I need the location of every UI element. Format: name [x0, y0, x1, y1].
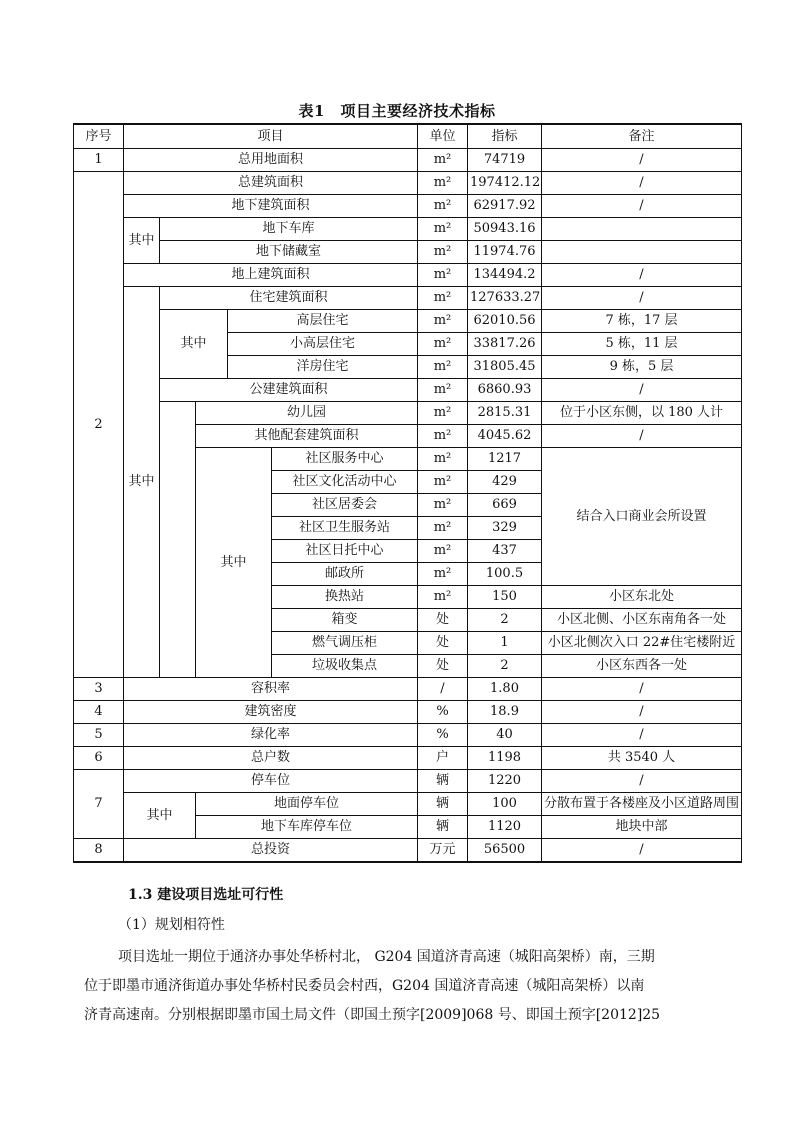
qizhong-label: 其中 [196, 448, 272, 678]
row-note: / [542, 701, 742, 724]
row-seq: 4 [74, 701, 124, 724]
header-value: 指标 [468, 124, 542, 149]
row-unit: m² [418, 241, 468, 264]
row-unit: 户 [418, 747, 468, 770]
row-value: 100.5 [468, 563, 542, 586]
row-note: 7 栋，17 层 [542, 310, 742, 333]
economic-indicators-table [73, 123, 742, 863]
row-note: 共 3540 人 [542, 747, 742, 770]
row-seq: 8 [74, 839, 124, 863]
table-row [74, 195, 742, 218]
row-value: 437 [468, 540, 542, 563]
row-item: 社区卫生服务站 [272, 517, 418, 540]
qizhong-label: 其中 [160, 310, 228, 379]
row-note [542, 218, 742, 241]
row-value: 1198 [468, 747, 542, 770]
row-unit: m² [418, 218, 468, 241]
row-unit: m² [418, 586, 468, 609]
row-value: 74719 [468, 149, 542, 172]
table-row [74, 379, 742, 402]
row-unit: m² [418, 310, 468, 333]
row-note: 小区东北处 [542, 586, 742, 609]
table-row [74, 747, 742, 770]
row-note: / [542, 770, 742, 793]
row-unit: 处 [418, 609, 468, 632]
row-unit: m² [418, 563, 468, 586]
section-heading: 1.3 建设项目选址可行性 [128, 887, 284, 903]
row-value: 4045.62 [468, 425, 542, 448]
row-value: 669 [468, 494, 542, 517]
row-note: / [542, 839, 742, 863]
row-seq: 1 [74, 149, 124, 172]
table-row [74, 402, 742, 425]
header-seq: 序号 [74, 124, 124, 149]
row-unit: 辆 [418, 816, 468, 839]
row-item: 幼儿园 [196, 402, 418, 425]
row-value: 429 [468, 471, 542, 494]
row-seq: 6 [74, 747, 124, 770]
row-note: 地块中部 [542, 816, 742, 839]
header-note: 备注 [542, 124, 742, 149]
row-unit: 处 [418, 632, 468, 655]
row-unit: m² [418, 540, 468, 563]
row-item: 其他配套建筑面积 [196, 425, 418, 448]
row-item: 停车位 [124, 770, 418, 793]
qizhong-label: 其中 [124, 218, 160, 264]
row-note: / [542, 724, 742, 747]
row-item: 社区文化活动中心 [272, 471, 418, 494]
row-note: 分散布置于各楼座及小区道路周围 [542, 793, 742, 816]
row-item: 社区日托中心 [272, 540, 418, 563]
body-paragraph [84, 943, 724, 1030]
row-note: / [542, 287, 742, 310]
row-unit: m² [418, 494, 468, 517]
row-unit: 辆 [418, 770, 468, 793]
row-value: 18.9 [468, 701, 542, 724]
row-unit: m² [418, 379, 468, 402]
header-item: 项目 [124, 124, 418, 149]
merged-note: 结合入口商业会所设置 [542, 448, 742, 586]
row-unit: m² [418, 195, 468, 218]
row-value: 2 [468, 609, 542, 632]
table-row [74, 701, 742, 724]
row-unit: m² [418, 471, 468, 494]
row-value: 150 [468, 586, 542, 609]
row-item: 高层住宅 [228, 310, 418, 333]
row-item: 地下车库停车位 [196, 816, 418, 839]
paragraph-line: 位于即墨市通济街道办事处华桥村民委员会村西，G204 国道济青高速（城阳高架桥）以南 [84, 978, 645, 994]
row-seq: 3 [74, 678, 124, 701]
row-unit: 处 [418, 655, 468, 678]
table-row [74, 149, 742, 172]
row-seq: 5 [74, 724, 124, 747]
row-unit: m² [418, 517, 468, 540]
row-note: 小区东西各一处 [542, 655, 742, 678]
row-unit: m² [418, 425, 468, 448]
row-unit: % [418, 724, 468, 747]
paragraph-line: 项目选址一期位于通济办事处华桥村北， G204 国道济青高速（城阳高架桥）南，三期 [118, 949, 655, 965]
row-note: 小区北侧次入口 22#住宅楼附近 [542, 632, 742, 655]
row-item: 总户数 [124, 747, 418, 770]
table-row [74, 172, 742, 195]
row-note: / [542, 425, 742, 448]
row-unit: m² [418, 172, 468, 195]
row-item: 地面停车位 [196, 793, 418, 816]
row-value: 62010.56 [468, 310, 542, 333]
row-unit: 万元 [418, 839, 468, 863]
row-value: 50943.16 [468, 218, 542, 241]
row-item: 总用地面积 [124, 149, 418, 172]
row-unit: 辆 [418, 793, 468, 816]
row-note: 位于小区东侧，以 180 人计 [542, 402, 742, 425]
row-item: 箱变 [272, 609, 418, 632]
qizhong-label: 其中 [124, 287, 160, 678]
row-value: 31805.45 [468, 356, 542, 379]
row-value: 127633.27 [468, 287, 542, 310]
row-item: 社区居委会 [272, 494, 418, 517]
table-row [74, 264, 742, 287]
row-item: 总投资 [124, 839, 418, 863]
row-item: 总建筑面积 [124, 172, 418, 195]
table-row [74, 839, 742, 863]
row-note: 5 栋，11 层 [542, 333, 742, 356]
blank-bracket-cell [160, 402, 196, 678]
row-value: 33817.26 [468, 333, 542, 356]
row-value: 197412.12 [468, 172, 542, 195]
row-value: 134494.2 [468, 264, 542, 287]
row-item: 燃气调压柜 [272, 632, 418, 655]
row-value: 100 [468, 793, 542, 816]
row-unit: m² [418, 149, 468, 172]
row-item: 容积率 [124, 678, 418, 701]
row-item: 地下建筑面积 [124, 195, 418, 218]
table-row [74, 218, 742, 241]
row-value: 2815.31 [468, 402, 542, 425]
table-row [74, 793, 742, 816]
row-unit: m² [418, 356, 468, 379]
row-item: 换热站 [272, 586, 418, 609]
row-value: 1 [468, 632, 542, 655]
table-row [74, 770, 742, 793]
row-item: 地上建筑面积 [124, 264, 418, 287]
row-unit: m² [418, 448, 468, 471]
row-note: / [542, 195, 742, 218]
row-note: 小区北侧、小区东南角各一处 [542, 609, 742, 632]
row-item: 绿化率 [124, 724, 418, 747]
row-item: 垃圾收集点 [272, 655, 418, 678]
row-value: 1217 [468, 448, 542, 471]
row-item: 邮政所 [272, 563, 418, 586]
row-value: 56500 [468, 839, 542, 863]
row-note: / [542, 264, 742, 287]
paragraph-line: 济青高速南。分别根据即墨市国土局文件（即国土预字[2009]068 号、即国土预字[2012]25 [84, 1007, 661, 1023]
table-row [74, 287, 742, 310]
row-item: 社区服务中心 [272, 448, 418, 471]
row-note: / [542, 678, 742, 701]
row-item: 地下车库 [160, 218, 418, 241]
row-unit: % [418, 701, 468, 724]
row-value: 329 [468, 517, 542, 540]
row-value: 1.80 [468, 678, 542, 701]
row-note: / [542, 149, 742, 172]
row-item: 建筑密度 [124, 701, 418, 724]
row-value: 6860.93 [468, 379, 542, 402]
row-value: 11974.76 [468, 241, 542, 264]
row-unit: m² [418, 264, 468, 287]
row-seq-merged: 7 [74, 770, 124, 839]
row-unit: / [418, 678, 468, 701]
table-row [74, 310, 742, 333]
row-item: 公建建筑面积 [160, 379, 418, 402]
row-unit: m² [418, 287, 468, 310]
row-item: 洋房住宅 [228, 356, 418, 379]
table-row [74, 678, 742, 701]
row-value: 1220 [468, 770, 542, 793]
row-item: 地下储藏室 [160, 241, 418, 264]
row-value: 62917.92 [468, 195, 542, 218]
row-note: 9 栋，5 层 [542, 356, 742, 379]
row-item: 住宅建筑面积 [160, 287, 418, 310]
row-value: 40 [468, 724, 542, 747]
row-note: / [542, 379, 742, 402]
sub-heading: （1）规划相符性 [118, 917, 225, 933]
row-unit: m² [418, 402, 468, 425]
table-caption: 表1 项目主要经济技术指标 [298, 102, 496, 120]
row-value: 1120 [468, 816, 542, 839]
row-value: 2 [468, 655, 542, 678]
table-header-row [74, 124, 742, 149]
qizhong-label: 其中 [124, 793, 196, 839]
header-unit: 单位 [418, 124, 468, 149]
table-row [74, 724, 742, 747]
row-seq-merged: 2 [74, 172, 124, 678]
row-note [542, 241, 742, 264]
row-unit: m² [418, 333, 468, 356]
row-note: / [542, 172, 742, 195]
table-row [74, 241, 742, 264]
row-item: 小高层住宅 [228, 333, 418, 356]
